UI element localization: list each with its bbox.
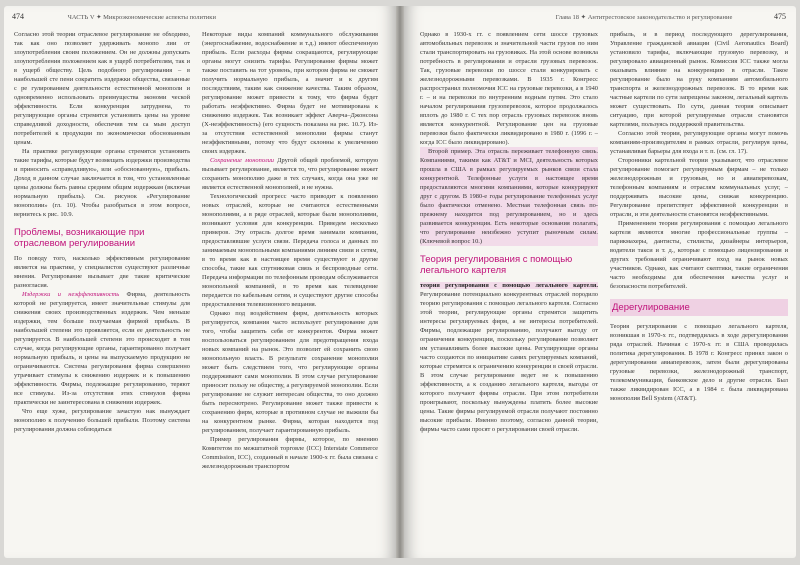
right-column-1 bbox=[420, 30, 598, 554]
right-column-2 bbox=[610, 30, 788, 554]
left-page bbox=[4, 6, 396, 558]
paragraph: Однако под воздействием фирм, деятельность которых регулируется, компания часто использует регулирование для того, чтобы защитить себя от конкурентов. Фирма может воспользоваться регулированием для предотвращения входа новых компаний на рынок. Это позволит ей сохранить свою монопольную власть. В результате сохранение монополии может быть следствием того, что регулирующие органы поддерживают сами монополии. В этом случае регулирование приносит пользу не обществу, а регулируемой монополии. Если регулирование не служит интересам общества, то оно должно быть пересмотрено. Регулирование может также привести к сохранению фирм, которые в противном случае не выжили бы на конкурентном рынке. Фирма, которая находится под регулированием, получает гарантированную прибыль. bbox=[202, 310, 378, 434]
paragraph bbox=[202, 156, 378, 192]
left-column-2 bbox=[202, 30, 378, 554]
paragraph: Пример регулирования фирмы, которое, по мнению Комитетом по межштатной торговле (ICC) Interstate Commerce Commission, ICC), созданный в начале 1900-х гг. была связана с железнодорожным транспортом bbox=[202, 436, 378, 470]
highlighted-paragraph: Второй пример. Эта отрасль переживает телефонную связь. Компаниями, такими как AT&T и MCI, деятельность которых прошла в США в рамках регулируемых рынков связи стала конкурентной. Телефонные услуги в настоящее время предоставляются многими компаниями, которые конкурируют друг с другом. В 1980-е годы регулирование телефонных услуг было фактически отменено. Местная телефонная связь по-прежнему находится под регулированием, но и здесь развивается конкуренция. Есть некоторые основания полагать, что регулирование неизбежно уступит рыночным силам. (Ключевой вопрос 10.) bbox=[420, 148, 598, 245]
paragraph: На практике регулирующие органы стремятся установить такие тарифы, которые будут возмещать издержки производства и приносить «справедливую», или «обоснованную», прибыль. Доход в данном случае заключается в том, что установленные цены должны быть равны средним общим издержкам (включая нормальную прибыль). См. рисунок «Регулирование монополии» (гл. 10). Чтобы разобраться в этом вопросе, вернитесь к рис. 10.9. bbox=[14, 148, 190, 218]
left-column-1 bbox=[14, 30, 190, 554]
paragraph: Теория регулирования с помощью легального картеля, возникшая в 1970-х гг., подтвердилась в ходе дерегулирования ряда отраслей. Начиная с 1970-х гг. в США проводилась политика дерегулирования. В 1978 г. Конгресс принял закон о дерегулировании авиаперевозок, затем были дерегулированы грузовые перевозки, железнодорожный транспорт, телекоммуникации, банковское дело и другие отрасли. Был также ликвидирован ICC, а в 1984 г. была ликвидирована монополия Bell System (AT&T). bbox=[610, 323, 788, 402]
paragraph: Сторонники картельной теории указывают, что отраслевое регулирование помогает регулируемым фирмам – не только железнодорожным и грузовым, но и авиаперевозкам, телефонным компаниям и отраслям коммунальных услуг, – поддерживать высокие цены, снижая конкуренцию. Регулирование препятствует эффективной конкуренции в отрасли, и эти деятельности становятся неэффективными. bbox=[610, 157, 788, 218]
section-title-legal-cartel: Теория регулирования с помощью легального картеля bbox=[420, 254, 573, 276]
bold-term: теория регулирования с помощью легального картеля. bbox=[420, 282, 598, 289]
right-page bbox=[404, 6, 796, 558]
paragraph: Технологический прогресс часто приводит к появлению новых отраслей, которые не считаются естественными монополиями, а в ряде отраслей, которые были монополиями, возникают условия для конкуренции. Приведем несколько примеров. Эту отрасль долгое время занимали компании, предоставлявшие услуги связи. Передача голоса и данных по занимаемым монопольными компаниями линиям связи и сетям, в то время как в настоящее время существуют и другие способы, такие как спутниковая связь и беспроводные сети. Передача информации по телефонным проводам обслуживается монопольной компанией, в то время как телевидение передается по кабельным сетям, и существуют другие способы предоставления телевизионного вещания. bbox=[202, 193, 378, 308]
inline-heading-monopoly: Сохранение монополии bbox=[210, 157, 274, 164]
right-running-head bbox=[444, 12, 786, 21]
right-running-head-text: Глава 18 ✦ Антитрестовское законодательство и регулирование bbox=[555, 14, 733, 21]
paragraph: Однако в 1930-х гг. с появлением сети шоссе грузовых автомобильных перевозок и значительной части грузов по ним стали транспортировать на грузовиках. На этой основе возникла потребность в регулировании и отрасли грузовых перевозок. Так, грузовые перевозки по шоссе стали конкурировать с железнодорожными перевозками. В 1935 г. Конгресс распространил полномочия ICC на грузовые перевозки, а в 1940 г. – и на перевозки по внутренним водным путям. Это стало началом регулирования грузоперевозок, которое продолжалось вплоть до 1980 г. С тех пор отрасль грузовых перевозок вновь является конкурентной. Регулирование цен на грузовые перевозки было фактически ликвидировано в 1980 г. (1996 г. – когда ICC было ликвидировано). bbox=[420, 31, 598, 146]
paragraph: По поводу того, насколько эффективным регулирование является на практике, у специалистов существуют различные мнения. Регулирование вызывает две такие критические разногласия. bbox=[14, 255, 190, 289]
paragraph bbox=[420, 281, 598, 434]
paragraph-text: Другой общей проблемой, которую вызывает регулирование, является то, что регулирование может сохранить монополию даже в тех случаях, когда она уже не является естественной монополией, и не нужна. bbox=[202, 157, 378, 191]
paragraph: Согласно этой теории отраслевое регулирование не обходимо, так как оно позволяет удерживать монопо лии от злоупотребления своим положением. Он не должны допускать злоупотребления положением как в ущерб потребителям, так и в ущерб обществу. Цель подобного регулирования – в наибольшей сте пени сократить издержки общества, связанные с ре гулированием деятельности естественной монополи и одновременно использовать преимущества экономи ческой эффективности. Если конкуренция затруднена, то регулирующие органы стремятся установить цены на уровне справедливой доходности, обеспечив тем са мым доступ потребителей к продукции по экономически обоснованным ценам. bbox=[14, 31, 190, 146]
paragraph: Некоторые виды компаний коммунального обслуживания (энергоснабжение, водоснабжение и т.д.) имеют обеспеченную прибыль. Если расходы фирмы сокращаются, регулирующие органы могут снизить тарифы. Регулирование фирмы может также поставить на тот уровень, при котором фирма не сможет получить нормальную прибыль, а значит и к другим последствиям, таким как снижение качества. Таким образом, регулирование может привести к тому, что фирма будет работать неэффективно. Фирма будет не мотивирована к снижению издержек. Так возникает эффект Аверча–Джонсона (X-неэффективность) (его сущность показана на рис. 10.7). Из-за отсутствия естественной монополии фирмы станут неэффективными, потому что будут склонны к увеличению своих издержек. bbox=[202, 31, 378, 155]
left-running-head-text: ЧАСТЬ V ✦ Микроэкономические аспекты политики bbox=[67, 14, 216, 21]
paragraph-text: Регулирование потенциально конкурентных отраслей породило теорию регулирования с помощью легального картеля. Согласно этой теории, регулирующие органы стремятся защитить интересы регулируемых фирм, а не интересы потребителей. Фирмы, подлежащие регулированию, получают выгоду от ограничения конкуренции, поскольку регулирование позволяет им устанавливать более высокие цены. Регулирующие органы часто создаются по инициативе самих регулируемых компаний, которые стремятся к ограничению конкуренции в своей отрасли. В этом случае регулирование ведет не к повышению эффективности, а к созданию легального картеля, выгоды от которого получают фирмы отрасли. При этом потребители проигрывают, поскольку вынуждены платить более высокие цены. Такие фирмы регулируемой отрасли получают постоянно высокие прибыли. Именно поэтому, согласно данной теории, фирмы часто сами просят о регулировании своей отрасли. bbox=[420, 291, 598, 433]
section-title-deregulation: Дерегулирование bbox=[610, 299, 788, 316]
paragraph-text: Фирма, деятельность которой не регулируется, имеет значительные стимулы для снижения своих производственных издержек. Чем меньше издержки, тем больше получаемая фирмой прибыль. В наибольшей степени это проявляется, если ее деятельность не регулируется. В наибольшей степени это происходит в том случае, когда регулирующие органы, гарантированно получает нормальную прибыль, и цены на выпускаемую продукцию не ограничиваются. Система регулирования фирма совершенно утрачивает стимулы к снижению издержек и к повышению эффективности. Фирмы, подлежащие регулированию, теряют все стимулы. Из-за отсутствия этих стимулов фирма практически не заинтересована в снижении издержек. bbox=[14, 291, 190, 406]
right-page-number: 475 bbox=[774, 12, 786, 21]
paragraph bbox=[14, 290, 190, 407]
section-title-problems: Проблемы, возникающие при отраслевом регулировании bbox=[14, 227, 145, 249]
paragraph: Применением теории регулирования с помощью легального картеля являются многие профессиональные группы – парикмахеры, дантисты, стилисты, дизайнеры интерьеров, водители такси и т. д., которые с помощью лицензирования и других требований ограничивают вход на рынок новых участников. Однако, как считают скептики, такие ограничения часто необходимы для обеспечения качества услуг и безопасности потребителей. bbox=[610, 220, 788, 290]
left-page-number: 474 bbox=[12, 12, 24, 21]
paragraph: Что еще хуже, регулирование зачастую нак вынуждает монополию к получению большей прибыли. Поэтому система регулирования должна соблюдаться bbox=[14, 408, 190, 433]
paragraph: прибыль, и в период последующего дерегулирования, Управление гражданской авиации (Civil Aeronautics Board) установило тарифы, включающие грузовую перевозку, и регулировало авиационный рынок. Комиссия ICC также могла оказывать влияние на конкуренцию в отрасли. Такое регулирование было на руку компаниям автомобильного транспорта и железнодорожных перевозок. В то время как частные картели по сути запрещены законом, легальный картель может существовать. По сути, данная теория описывает ситуацию, при которой регулируемые отрасли становятся картелями, пользуясь поддержкой правительства. bbox=[610, 31, 788, 128]
paragraph: Согласно этой теории, регулирующие органы могут помочь компаниям-производителям в рамках отрасли, регулируя цены, устанавливая барьеры для входа и т. п. (см. гл. 17). bbox=[610, 130, 788, 155]
inline-heading-costs: Издержки и неэффективность bbox=[22, 291, 120, 298]
left-running-head bbox=[12, 12, 384, 21]
book-gutter bbox=[396, 6, 404, 558]
